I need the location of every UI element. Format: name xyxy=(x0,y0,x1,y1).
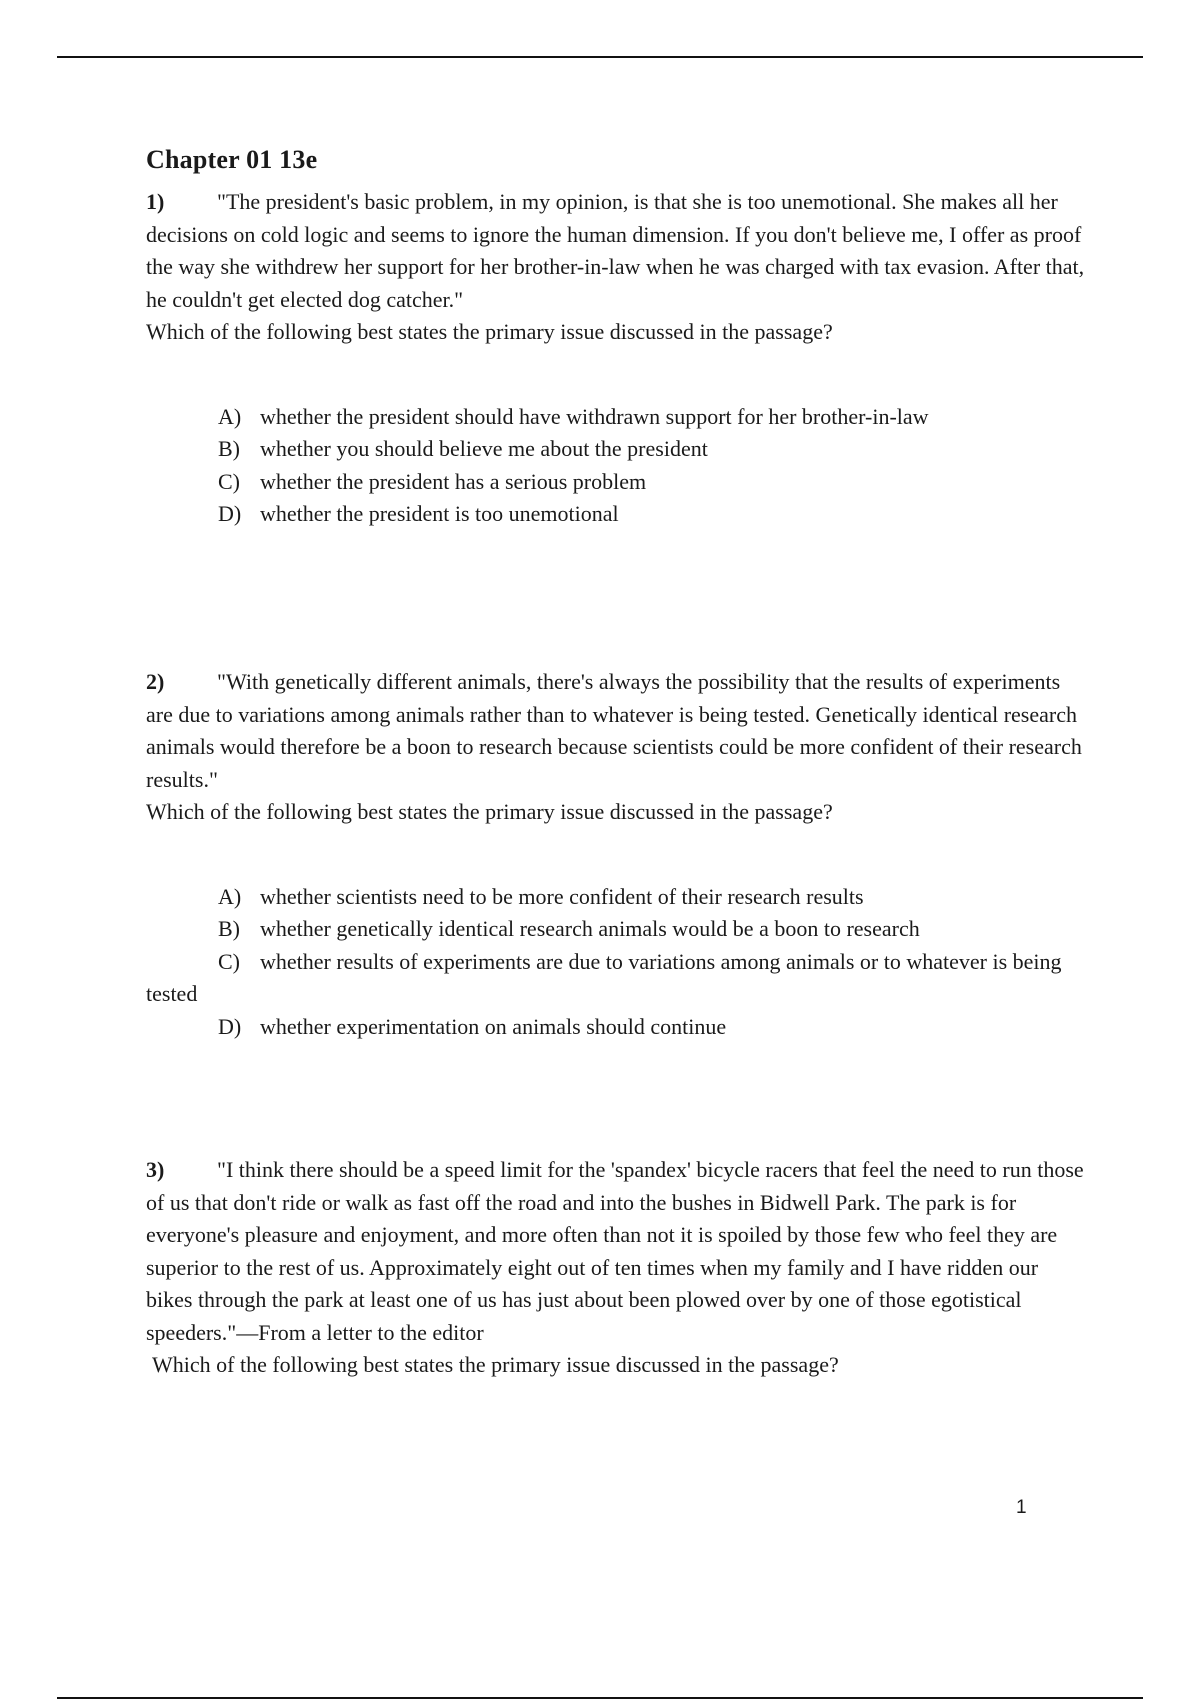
question-3-stem xyxy=(146,1154,1086,1349)
top-rule xyxy=(57,56,1143,58)
question-1-number: 1) xyxy=(146,189,165,214)
question-2-option-a[interactable]: A) whether scientists need to be more confident of their research results xyxy=(218,883,864,909)
question-2-number: 2) xyxy=(146,669,165,694)
question-2-prompt: Which of the following best states the primary issue discussed in the passage? xyxy=(146,799,833,824)
question-1 xyxy=(146,186,1086,531)
question-2-option-d[interactable]: D) whether experimentation on animals should continue xyxy=(218,1013,727,1039)
question-1-prompt: Which of the following best states the primary issue discussed in the passage? xyxy=(146,319,833,344)
question-1-option-d[interactable]: D) whether the president is too unemotional xyxy=(218,501,619,526)
question-1-text: "The president's basic problem, in my opinion, is that she is too unemotional. She makes all her decisions on cold logic and seems to ignore the human dimension. If you don't believe me, I offer as proof the way she withdrew her support for her brother-in-law when he was charged with tax evasion. After that, he couldn't get elected dog catcher." xyxy=(146,189,1085,312)
chapter-title: Chapter 01 13e xyxy=(146,145,318,174)
question-2-stem xyxy=(146,666,1086,796)
question-1-option-c[interactable]: C) whether the president has a serious problem xyxy=(218,468,647,494)
question-2-option-b[interactable]: B) whether genetically identical research animals would be a boon to research xyxy=(218,916,920,941)
question-2-options xyxy=(146,881,1086,1044)
question-2-text: "With genetically different animals, there's always the possibility that the results of experiments are due to variations among animals rather than to whatever is being tested. Genetically identical research animals would therefore be a boon to research because scientists could be more confident of their research results." xyxy=(146,669,1082,792)
question-2-option-c[interactable]: C) whether results of experiments are due to variations among animals or to whatever is being tested xyxy=(146,948,1062,1006)
question-1-options xyxy=(146,401,1086,531)
bottom-rule xyxy=(57,1697,1143,1699)
question-1-stem xyxy=(146,186,1086,316)
page-number: 1 xyxy=(1016,1497,1027,1518)
question-2 xyxy=(146,666,1086,1043)
question-1-option-a[interactable]: A) whether the president should have withdrawn support for her brother-in-law xyxy=(218,403,929,429)
question-3-text: "I think there should be a speed limit for the 'spandex' bicycle racers that feel the need to run those of us that don't ride or walk as fast off the road and into the bushes in Bidwell Park. The park is for everyone's pleasure and enjoyment, and more often than not it is spoiled by those few who feel they are superior to the rest of us. Approximately eight out of ten times when my family and I have ridden our bikes through the park at least one of us has just about been plowed over by one of those egotistical speeders."—From a letter to the editor xyxy=(146,1157,1084,1345)
question-3-prompt: Which of the following best states the primary issue discussed in the passage? xyxy=(152,1352,839,1377)
question-1-option-b[interactable]: B) whether you should believe me about the president xyxy=(218,436,708,461)
question-3 xyxy=(146,1154,1086,1382)
question-3-number: 3) xyxy=(146,1157,165,1182)
